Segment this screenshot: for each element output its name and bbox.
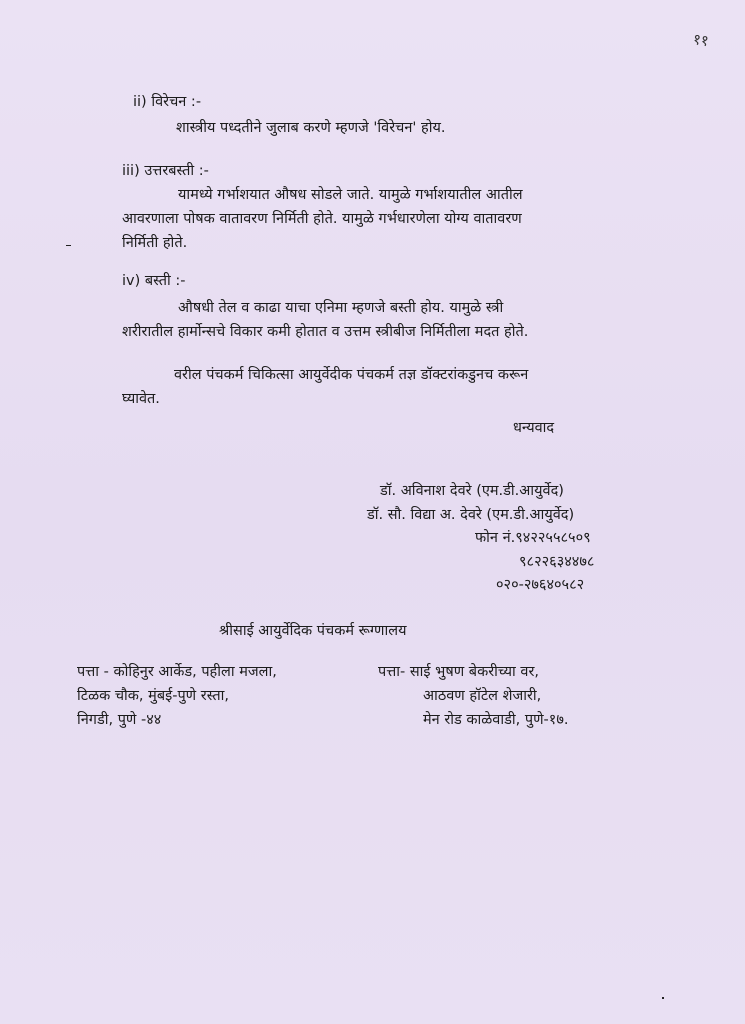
- address-right-line: आठवण हॉटेल शेजारी,: [423, 688, 542, 704]
- doctor-name-1: डॉ. अविनाश देवरे (एम.डी.आयुर्वेद): [380, 483, 564, 499]
- phone-number-1: फोन नं.९४२२५५८५०९: [475, 530, 591, 546]
- doctor-name-2: डॉ. सौ. विद्या अ. देवरे (एम.डी.आयुर्वेद): [367, 507, 575, 523]
- scan-speck: [66, 245, 71, 246]
- page-number: ११: [692, 30, 711, 50]
- section-line: आवरणाला पोषक वातावरण निर्मिती होते. यामुळे गर्भधारणेला योग्य वातावरण: [122, 211, 522, 227]
- phone-number-2: ९८२२६३४४७८: [519, 554, 595, 570]
- advice-line: घ्यावेत.: [122, 391, 160, 407]
- address-left-line: निगडी, पुणे -४४: [77, 712, 162, 728]
- section-heading-virechan: ii) विरेचन :-: [133, 94, 202, 110]
- scan-speck: [662, 997, 664, 999]
- advice-line: वरील पंचकर्म चिकित्सा आयुर्वेदीक पंचकर्म तज्ञ डॉक्टरांकडुनच करून: [174, 367, 529, 383]
- address-left-line: पत्ता - कोहिनुर आर्केड, पहीला मजला,: [77, 664, 277, 680]
- address-right-line: पत्ता- साई भुषण बेकरीच्या वर,: [378, 664, 540, 680]
- section-body-virechan: शास्त्रीय पध्दतीने जुलाब करणे म्हणजे 'विरेचन' होय.: [176, 120, 446, 136]
- thanks-text: धन्यवाद: [513, 420, 555, 436]
- section-heading-basti: iv) बस्ती :-: [122, 273, 186, 289]
- hospital-name: श्रीसाई आयुर्वेदिक पंचकर्म रूग्णालय: [219, 623, 407, 639]
- phone-number-3: ०२०-२७६४०५८२: [496, 577, 585, 593]
- section-line: यामध्ये गर्भाशयात औषध सोडले जाते. यामुळे गर्भाशयातील आतील: [178, 187, 523, 203]
- section-line: औषधी तेल व काढा याचा एनिमा म्हणजे बस्ती होय. यामुळे स्त्री: [178, 300, 504, 316]
- section-line: निर्मिती होते.: [122, 235, 188, 251]
- address-right-line: मेन रोड काळेवाडी, पुणे-१७.: [423, 712, 569, 728]
- address-left-line: टिळक चौक, मुंबई-पुणे रस्ता,: [77, 688, 229, 704]
- section-line: शरीरातील हार्मोन्सचे विकार कमी होतात व उत्तम स्त्रीबीज निर्मितीला मदत होते.: [122, 324, 529, 340]
- section-heading-uttarbasti: iii) उत्तरबस्ती :-: [122, 163, 209, 179]
